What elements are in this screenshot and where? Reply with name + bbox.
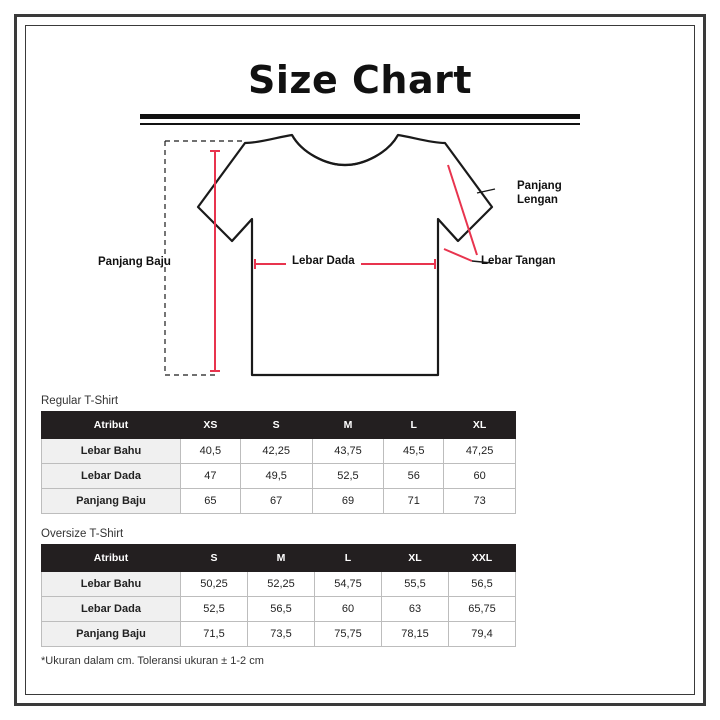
table-header-row: [42, 545, 516, 572]
table-header-row: [42, 412, 516, 439]
cell: 52,5: [312, 464, 384, 489]
oversize-tshirt-table: [41, 544, 516, 647]
title-divider: [140, 114, 580, 125]
col-m: M: [248, 545, 315, 572]
units-note: *Ukuran dalam cm. Toleransi ukuran ± 1-2 cm: [41, 655, 264, 667]
page-title: Size Chart: [247, 58, 472, 102]
cell: 55,5: [382, 572, 449, 597]
cell: 60: [444, 464, 516, 489]
cell: 78,15: [382, 622, 449, 647]
table-row: [42, 597, 516, 622]
cell: 67: [240, 489, 312, 514]
cell: 40,5: [181, 439, 241, 464]
cell: 56,5: [449, 572, 516, 597]
row-attribute: Panjang Baju: [42, 489, 181, 514]
tshirt-illustration: [40, 131, 680, 391]
regular-tshirt-table: [41, 411, 516, 514]
cell: 49,5: [240, 464, 312, 489]
oversize-table-caption: Oversize T-Shirt: [41, 528, 124, 540]
row-attribute: Lebar Bahu: [42, 439, 181, 464]
col-xs: XS: [181, 412, 241, 439]
cell: 73,5: [248, 622, 315, 647]
regular-table-caption: Regular T-Shirt: [41, 395, 119, 407]
cell: 73: [444, 489, 516, 514]
regular-tshirt-table-wrap: [40, 395, 680, 514]
cell: 47: [181, 464, 241, 489]
col-xl: XL: [382, 545, 449, 572]
lebar-tangan-line: [444, 249, 472, 261]
oversize-tshirt-table-wrap: [40, 528, 680, 647]
cell: 71,5: [181, 622, 248, 647]
col-m: M: [312, 412, 384, 439]
cell: 65: [181, 489, 241, 514]
table-row: [42, 464, 516, 489]
table-row: [42, 622, 516, 647]
row-attribute: Panjang Baju: [42, 622, 181, 647]
table-gap: [40, 514, 680, 524]
label-panjang-lengan-line2: Lengan: [517, 194, 558, 206]
divider-thin: [140, 123, 580, 125]
table-row: [42, 439, 516, 464]
col-xxl: XXL: [449, 545, 516, 572]
row-attribute: Lebar Dada: [42, 464, 181, 489]
page-content: [40, 40, 680, 680]
cell: 54,75: [315, 572, 382, 597]
label-panjang-lengan-line1: Panjang: [517, 180, 562, 192]
label-panjang-baju: Panjang Baju: [98, 256, 171, 268]
col-atribut: Atribut: [42, 412, 181, 439]
col-s: S: [181, 545, 248, 572]
col-atribut: Atribut: [42, 545, 181, 572]
cell: 47,25: [444, 439, 516, 464]
cell: 63: [382, 597, 449, 622]
cell: 45,5: [384, 439, 444, 464]
label-lebar-dada: Lebar Dada: [286, 255, 361, 267]
row-attribute: Lebar Dada: [42, 597, 181, 622]
cell: 71: [384, 489, 444, 514]
cell: 60: [315, 597, 382, 622]
cell: 75,75: [315, 622, 382, 647]
cell: 50,25: [181, 572, 248, 597]
cell: 56: [384, 464, 444, 489]
label-panjang-lengan: [517, 179, 562, 207]
cell: 65,75: [449, 597, 516, 622]
divider-thick: [140, 114, 580, 119]
cell: 43,75: [312, 439, 384, 464]
table-row: [42, 489, 516, 514]
row-attribute: Lebar Bahu: [42, 572, 181, 597]
table-row: [42, 572, 516, 597]
col-s: S: [240, 412, 312, 439]
col-l: L: [384, 412, 444, 439]
cell: 79,4: [449, 622, 516, 647]
cell: 42,25: [240, 439, 312, 464]
col-l: L: [315, 545, 382, 572]
cell: 52,5: [181, 597, 248, 622]
cell: 69: [312, 489, 384, 514]
label-lebar-tangan: Lebar Tangan: [481, 255, 556, 267]
col-xl: XL: [444, 412, 516, 439]
cell: 56,5: [248, 597, 315, 622]
cell: 52,25: [248, 572, 315, 597]
